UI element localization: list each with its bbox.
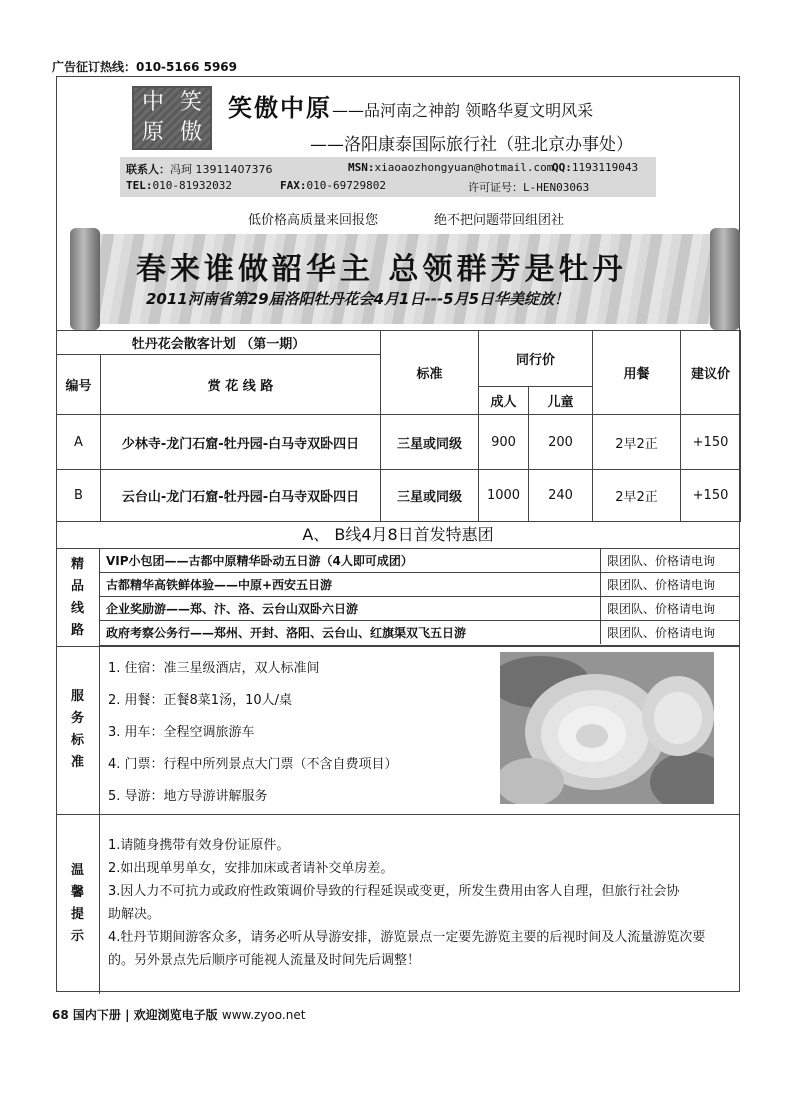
contact-msn: MSN:xiaoaozhongyuan@hotmail.com [348, 161, 554, 174]
page-footer [52, 1006, 305, 1023]
header-child: 儿童 [529, 387, 593, 415]
ad-hotline: 广告征订热线：010-5166 5969 [52, 60, 238, 74]
tips-label: 温 馨 提 示 [56, 814, 100, 994]
banner-subtitle: 2011河南省第29届洛阳牡丹花会4月1日---5月5日华美绽放！ [146, 290, 570, 308]
agency-name: ——洛阳康泰国际旅行社（驻北京办事处） [310, 135, 633, 155]
promo-left: 低价格高质量来回报您 [248, 213, 379, 228]
tip-line: 2.如出现单男单女，安排加床或者请补交单房差。 [108, 861, 394, 876]
row-meals: 2早2正 [593, 470, 681, 522]
row-standard: 三星或同级 [381, 470, 479, 522]
header-suggested: 建议价 [681, 331, 741, 415]
row-no: B [57, 470, 101, 522]
scroll-banner [70, 228, 740, 330]
header-meals: 用餐 [593, 331, 681, 415]
row-child: 240 [529, 470, 593, 522]
service-item: 2. 用餐：正餐8菜1汤，10人/桌 [108, 693, 292, 708]
tip-line: 的。另外景点先后顺序可能视人流量及时间先后调整！ [108, 953, 421, 968]
tip-line: 3.因人力不可抗力或政府性政策调价导致的行程延误或变更，所发生费用由客人自理，但旅行社会协 [108, 884, 680, 899]
featured-route: VIP小包团——古都中原精华卧动五日游（4人即可成团） 限团队、价格请电询 [100, 549, 740, 573]
header-standard: 标准 [381, 331, 479, 415]
row-no: A [57, 415, 101, 470]
scroll-roll-left [70, 228, 100, 330]
header-adult: 成人 [479, 387, 529, 415]
featured-route: 古都精华高铁鲜体验——中原+西安五日游 限团队、价格请电询 [100, 573, 740, 597]
table-row [57, 470, 741, 522]
row-route: 云台山-龙门石窟-牡丹园-白马寺双卧四日 [101, 470, 381, 522]
service-item: 4. 门票：行程中所列景点大门票（不含自费项目） [108, 757, 398, 772]
logo-char: 傲 [179, 120, 202, 145]
logo-char: 原 [141, 120, 164, 145]
contact-tel: TEL:010-81932032 [126, 179, 232, 192]
row-child: 200 [529, 415, 593, 470]
promo-right: 绝不把问题带回组团社 [434, 213, 565, 228]
row-standard: 三星或同级 [381, 415, 479, 470]
logo-char: 中 [141, 90, 164, 115]
slogan-text: ——品河南之神韵 领略华夏文明风采 [332, 101, 594, 120]
contact-qq: QQ:1193119043 [552, 161, 639, 174]
agency-logo [132, 86, 212, 150]
brand-slogan [228, 88, 593, 123]
row-adult: 1000 [479, 470, 529, 522]
featured-label: 精 品 线 路 [56, 549, 100, 646]
contact-fax: FAX:010-69729802 [280, 179, 386, 192]
footer-url[interactable]: www.zyoo.net [221, 1008, 306, 1022]
header-route: 赏 花 线 路 [101, 355, 381, 415]
table-row [57, 415, 741, 470]
row-route: 少林寺-龙门石窟-牡丹园-白马寺双卧四日 [101, 415, 381, 470]
featured-route: 政府考察公务行——郑州、开封、洛阳、云台山、红旗渠双飞五日游 限团队、价格请电询 [100, 621, 740, 646]
service-item: 3. 用车：全程空调旅游车 [108, 725, 255, 740]
header-no: 编号 [57, 355, 101, 415]
tip-line: 4.牡丹节期间游客众多，请务必听从导游安排，游览景点一定要先游览主要的后视时间及人流量游览次要 [108, 930, 706, 945]
banner-headline: 春来谁做韶华主 总领群芳是牡丹 [136, 252, 627, 287]
footer-invite: 欢迎浏览电子版 [133, 1008, 218, 1022]
footer-section: 国内下册 [72, 1008, 121, 1022]
row-meals: 2早2正 [593, 415, 681, 470]
header-peer-price: 同行价 [479, 331, 593, 387]
tip-line: 助解决。 [108, 907, 161, 922]
plan-title: 牡丹花会散客计划 （第一期） [57, 331, 381, 355]
peony-photo [500, 652, 714, 804]
contact-band [120, 157, 656, 197]
featured-route: 企业奖励游——郑、汴、洛、云台山双卧六日游 限团队、价格请电询 [100, 597, 740, 621]
brand-name: 笑傲中原 [228, 93, 332, 122]
plan-table [56, 330, 741, 522]
service-item: 1. 住宿：准三星级酒店，双人标准间 [108, 661, 320, 676]
contact-license: 许可证号：L-HEN03063 [468, 181, 590, 194]
special-offer: A、 B线4月8日首发特惠团 [56, 521, 740, 549]
service-label: 服 务 标 准 [56, 646, 100, 814]
divider [56, 814, 740, 815]
row-suggested: +150 [681, 470, 741, 522]
logo-char: 笑 [179, 90, 202, 115]
contact-person: 联系人：冯珂 13911407376 [126, 163, 273, 176]
footer-separator: | [125, 1008, 130, 1022]
scroll-roll-right [710, 228, 740, 330]
divider [56, 646, 740, 647]
page-number: 68 [52, 1008, 69, 1022]
tip-line: 1.请随身携带有效身份证原件。 [108, 838, 290, 853]
service-item: 5. 导游：地方导游讲解服务 [108, 789, 268, 804]
row-adult: 900 [479, 415, 529, 470]
row-suggested: +150 [681, 415, 741, 470]
